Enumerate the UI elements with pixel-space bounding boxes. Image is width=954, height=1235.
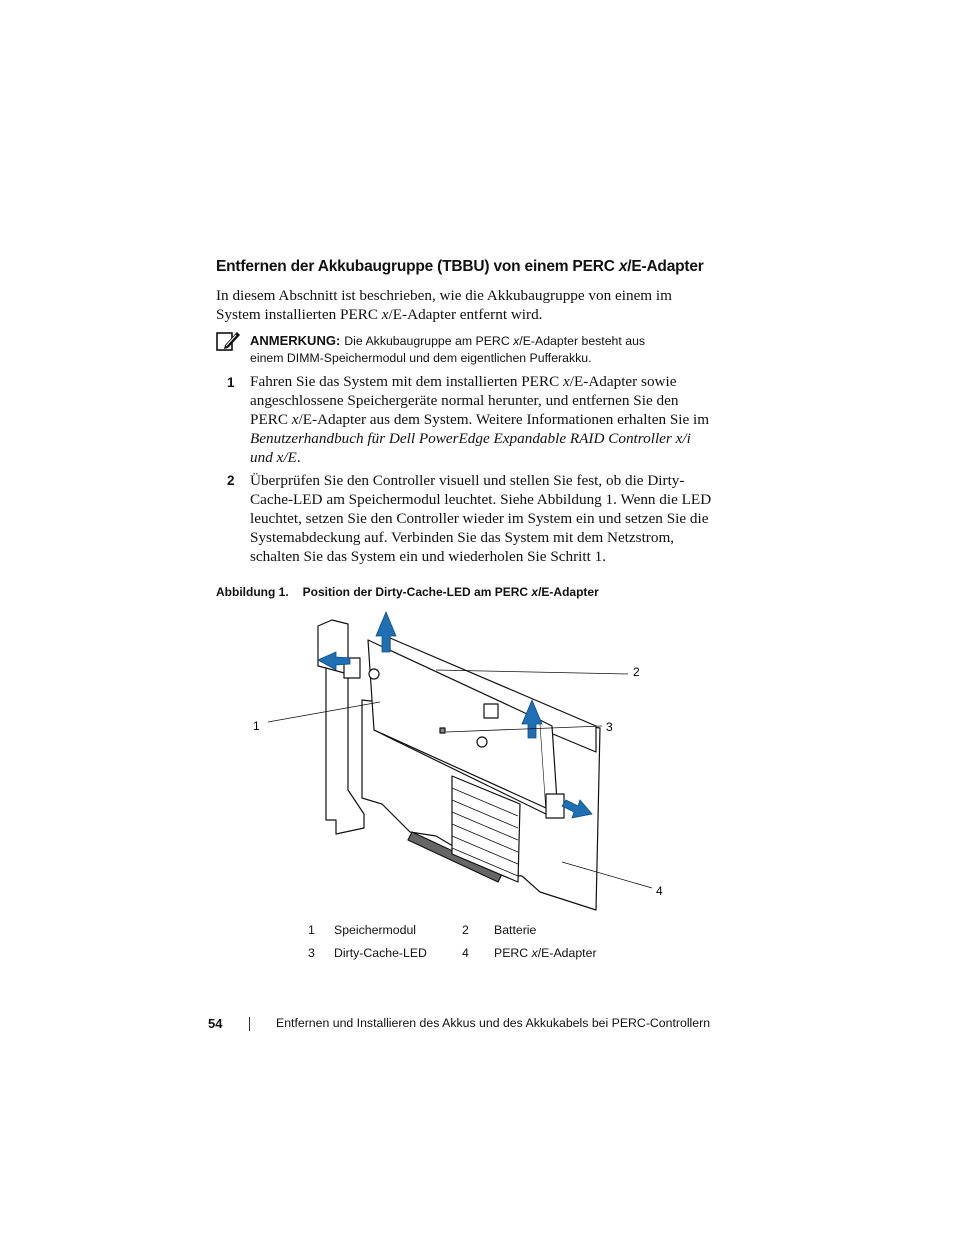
intro-paragraph	[216, 286, 686, 324]
figure-title: Position der Dirty-Cache-LED am PERC	[302, 585, 532, 599]
step-variable: x	[291, 411, 299, 428]
legend-label: Batterie	[494, 922, 537, 937]
mounting-bracket	[318, 620, 364, 834]
footer-title: Entfernen und Installieren des Akkus und des Akkukabels bei PERC-Controllern	[276, 1016, 711, 1030]
legend-row	[300, 941, 597, 964]
perc-adapter-illustration	[240, 608, 680, 918]
heading-text-end: /E-Adapter	[627, 258, 704, 275]
legend-label-text: PERC	[494, 945, 532, 960]
note-block	[250, 332, 680, 367]
note-label: ANMERKUNG:	[250, 333, 341, 348]
pencil-note-icon	[216, 330, 242, 352]
intro-variable: x	[381, 306, 389, 323]
legend-number: 2	[462, 922, 469, 937]
note-text-end: /E-Adapter besteht aus einem DIMM-Speichermodul und dem eigentlichen Pufferakku.	[250, 334, 646, 365]
step-text-part: /E-Adapter sowie angeschlossene Speichergeräte normal herunter, und entfernen Sie den PERC	[250, 373, 679, 428]
manual-reference: Benutzerhandbuch für Dell PowerEdge Expandable RAID Controller x/i und x/E	[250, 430, 691, 466]
screw	[369, 669, 379, 679]
figure-title-variable: x	[531, 585, 539, 599]
dirty-cache-led	[440, 728, 445, 733]
section-heading	[216, 258, 704, 276]
figure-caption	[216, 585, 599, 599]
note-variable: x	[513, 334, 520, 348]
page-number: 54	[208, 1016, 223, 1031]
legend-label-variable: x	[531, 945, 538, 960]
step-text: Überprüfen Sie den Controller visuell und stellen Sie fest, ob die Dirty-Cache-LED am Speichermodul leuchtet. Siehe Abbildung 1. Wenn die LED leuchtet, setzen Sie den Controller wieder im System ein und setzen Sie die Systemabdeckung auf. Verbinden Sie das System mit dem Netzstrom, schalten Sie das System ein und wiederholen Sie Schritt 1.	[250, 472, 712, 565]
step-number: 1	[227, 375, 235, 390]
step-text-part: Fahren Sie das System mit dem installierten PERC	[250, 373, 564, 390]
legend-number: 1	[308, 922, 315, 937]
intro-text: In diesem Abschnitt ist beschrieben, wie die Akkubaugruppe von einem im System installierten PERC	[216, 287, 672, 323]
heading-text: Entfernen der Akkubaugruppe (TBBU) von einem PERC	[216, 258, 619, 275]
legend-label: Speichermodul	[334, 922, 417, 937]
figure-legend	[300, 918, 597, 964]
callout-1: 1	[253, 719, 260, 733]
figure-label: Abbildung 1.	[216, 585, 289, 599]
screw	[477, 737, 487, 747]
note-text: Die Akkubaugruppe am PERC	[344, 334, 514, 348]
battery-clip	[484, 704, 498, 718]
legend-number: 3	[308, 945, 315, 960]
legend-number: 4	[462, 945, 469, 960]
footer-separator	[249, 1017, 250, 1031]
step-variable: x	[563, 373, 570, 390]
step-number: 2	[227, 473, 235, 488]
legend-label: Dirty-Cache-LED	[334, 945, 427, 960]
intro-text-end: /E-Adapter entfernt wird.	[388, 306, 543, 323]
step-text-part: .	[296, 449, 301, 466]
heading-variable: x	[618, 258, 628, 275]
callout-3: 3	[606, 720, 613, 734]
legend-label-text-end: /E-Adapter	[537, 945, 597, 960]
legend-label	[494, 941, 597, 964]
callout-2: 2	[633, 665, 640, 679]
step-text-part: /E-Adapter aus dem System. Weitere Informationen erhalten Sie im	[298, 411, 710, 428]
legend-row	[300, 918, 597, 941]
callout-4: 4	[656, 884, 663, 898]
figure-title-end: /E-Adapter	[538, 585, 599, 599]
right-latch	[546, 794, 564, 818]
step-text	[250, 372, 715, 467]
